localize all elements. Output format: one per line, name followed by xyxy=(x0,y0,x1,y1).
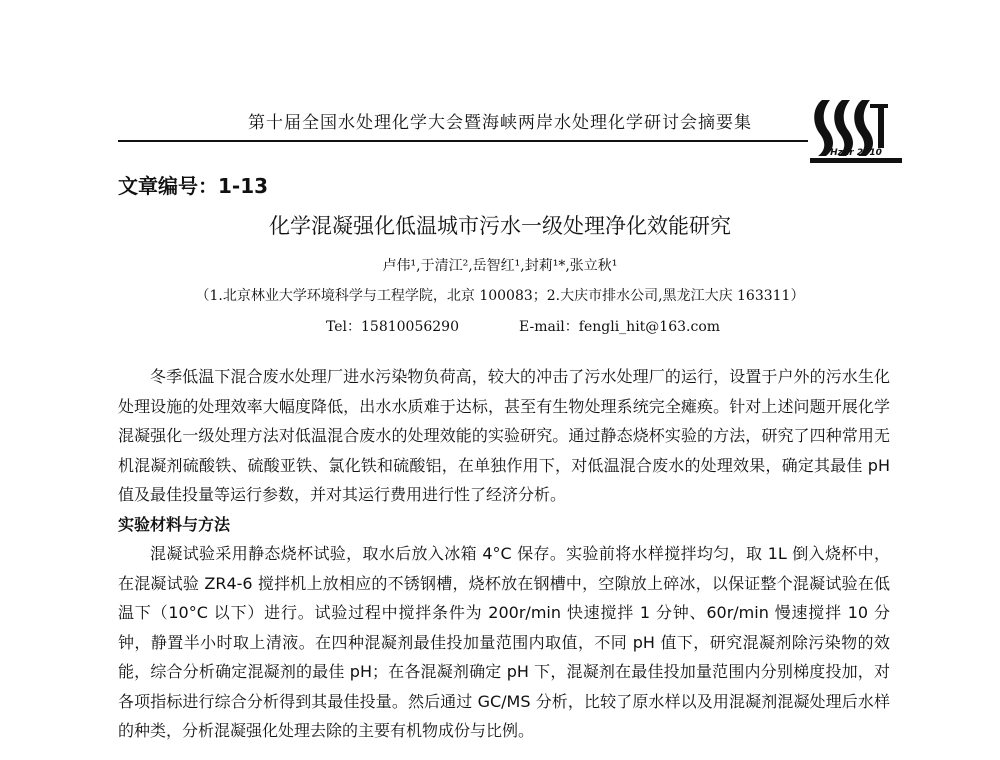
conference-logo xyxy=(808,94,904,164)
affiliation: （1.北京林业大学环境科学与工程学院，北京 100083；2.大庆市排水公司,黑龙江大庆 163311） xyxy=(195,288,805,304)
paper-title: 化学混凝强化低温城市污水一级处理净化效能研究 xyxy=(269,214,731,238)
contact-tel: Tel：15810056290 xyxy=(326,319,459,335)
header-rule xyxy=(118,140,808,142)
article-body xyxy=(118,362,890,746)
section-heading-methods: 实验材料与方法 xyxy=(118,514,231,534)
conference-header: 第十届全国水处理化学大会暨海峡两岸水处理化学研讨会摘要集 xyxy=(248,113,752,133)
logo-text: Hzdr 2010 xyxy=(830,148,882,158)
article-number: 文章编号：1-13 xyxy=(118,174,269,198)
intro-paragraph: 冬季低温下混合废水处理厂进水污染物负荷高，较大的冲击了污水处理厂的运行，设置于户外的污水生化处理设施的处理效率大幅度降低，出水水质难于达标，甚至有生物处理系统完全瘫痪。针对上述问题开展化学混凝强化一级处理方法对低温混合废水的处理效能的实验研究。通过静态烧杯实验的方法，研究了四种常用无机混凝剂硫酸铁、硫酸亚铁、氯化铁和硫酸铝，在单独作用下，对低温混合废水的处理效果，确定其最佳 pH 值及最佳投量等运行参数，并对其运行费用进行性了经济分析。 xyxy=(118,367,890,504)
methods-paragraph: 混凝试验采用静态烧杯试验，取水后放入冰箱 4°C 保存。实验前将水样搅拌均匀，取 1L 倒入烧杯中，在混凝试验 ZR4-6 搅拌机上放相应的不锈钢槽，烧杯放在钢槽中，空隙放上碎冰，以保证整个混凝试验在低温下（10°C 以下）进行。试验过程中搅拌条件为 200r/min 快速搅拌 1 分钟、60r/min 慢速搅拌 10 分钟，静置半小时取上清液。在四种混凝剂最佳投加量范围内取值，不同 pH 值下，研究混凝剂除污染物的效能，综合分析确定混凝剂的最佳 pH；在各混凝剂确定 pH 下，混凝剂在最佳投加量范围内分别梯度投加，对各项指标进行综合分析得到其最佳投量。然后通过 GC/MS 分析，比较了原水样以及用混凝剂混凝处理后水样的种类，分析混凝强化处理去除的主要有机物成份与比例。 xyxy=(118,544,890,740)
contact-email: E-mail：fengli_hit@163.com xyxy=(519,319,721,335)
author-list: 卢伟¹,于清江²,岳智红¹,封莉¹*,张立秋¹ xyxy=(382,258,618,274)
contact-info xyxy=(326,316,720,336)
